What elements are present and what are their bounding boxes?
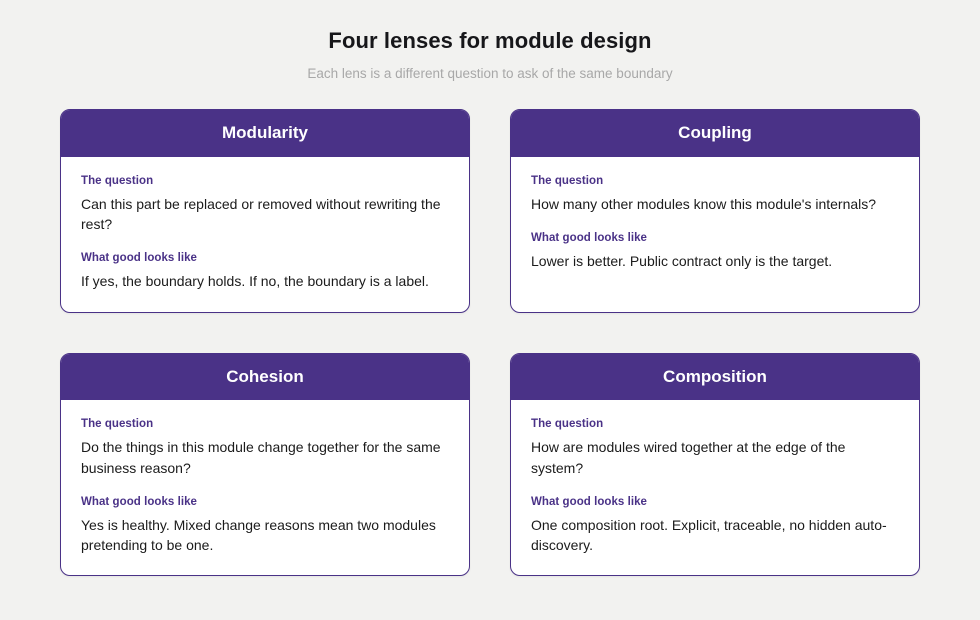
question-label: The question — [531, 418, 604, 431]
question-label: The question — [531, 174, 604, 187]
page-title: Four lenses for module design — [328, 28, 652, 53]
lens-card-cohesion — [60, 353, 470, 577]
lens-card-coupling — [510, 109, 920, 313]
good-label: What good looks like — [531, 495, 648, 508]
card-title: Coupling — [511, 110, 919, 157]
good-label: What good looks like — [531, 231, 648, 244]
good-label: What good looks like — [81, 495, 198, 508]
lens-card-composition — [510, 353, 920, 577]
page-subtitle: Each lens is a different question to ask of the same boundary — [307, 66, 673, 81]
card-body — [61, 400, 469, 575]
lens-card-modularity — [60, 109, 470, 313]
good-label: What good looks like — [81, 252, 198, 265]
question-label: The question — [81, 174, 154, 187]
good-text: Lower is better. Public contract only is the target. — [531, 252, 833, 269]
card-title: Cohesion — [61, 354, 469, 401]
question-text: Can this part be replaced or removed without rewriting the rest? — [81, 195, 441, 232]
question-label: The question — [81, 418, 154, 431]
good-text: If yes, the boundary holds. If no, the boundary is a label. — [81, 273, 429, 290]
lens-card-grid — [60, 109, 920, 576]
card-body — [61, 157, 469, 312]
good-text: Yes is healthy. Mixed change reasons mean two modules pretending to be one. — [81, 516, 436, 554]
question-text: Do the things in this module change together for the same business reason? — [81, 439, 441, 476]
card-body — [511, 157, 919, 312]
good-text: One composition root. Explicit, traceable, no hidden auto-discovery. — [531, 516, 887, 554]
card-title: Modularity — [61, 110, 469, 157]
card-title: Composition — [511, 354, 919, 401]
question-text: How are modules wired together at the edge of the system? — [531, 439, 846, 476]
card-body — [511, 400, 919, 575]
question-text: How many other modules know this module's internals? — [531, 195, 877, 212]
